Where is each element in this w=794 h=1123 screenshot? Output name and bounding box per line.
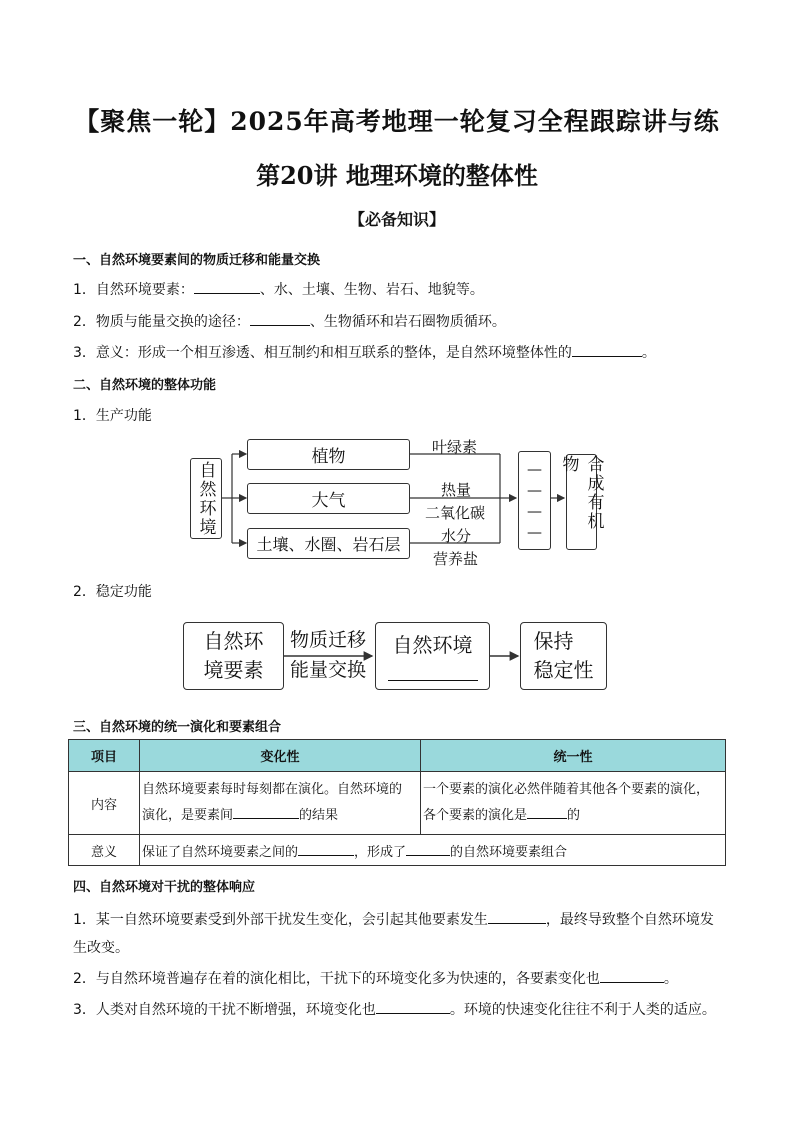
natural-environment-blank-box: 自然环境 <box>375 622 490 690</box>
table-row <box>69 772 726 835</box>
table-row <box>69 835 726 866</box>
blank <box>388 660 478 681</box>
label-heat: 热量 <box>441 481 472 499</box>
label-chlorophyll: 叶绿素 <box>432 438 478 456</box>
label-co2: 二氧化碳 <box>425 504 486 522</box>
blank-answer-box: — — — — <box>518 451 551 550</box>
s1-line-2: 2．物质与能量交换的途径： 、生物循环和岩石圈物质循环。 <box>73 311 506 331</box>
heading-section-4: 四、自然环境对干扰的整体响应 <box>73 880 256 895</box>
blank <box>298 841 354 856</box>
s4-line-3: 3．人类对自然环境的干扰不断增强，环境变化也 。环境的快速变化往往不利于人类的适应。 <box>73 999 716 1019</box>
row-label-content: 内容 <box>69 772 140 835</box>
atmosphere-box: 大气 <box>247 483 410 514</box>
col-item: 项目 <box>69 740 140 772</box>
label-nutrient: 营养盐 <box>433 550 479 568</box>
label-water: 水分 <box>441 527 472 545</box>
natural-environment-box: 自然环境 <box>190 458 222 539</box>
evolution-table <box>68 739 726 866</box>
label-energy-exchange: 能量交换 <box>289 659 366 681</box>
table-header-row <box>69 740 726 772</box>
cell-significance: 保证了自然环境要素之间的 ，形成了 的自然环境要素组合 <box>140 835 726 866</box>
cell-unity-content: 一个要素的演化必然伴随着其他各个要素的演化， 各个要素的演化是 的 <box>421 772 726 835</box>
blank <box>376 999 450 1014</box>
cell-variability-content: 自然环境要素每时每刻都在演化。自然环境的 演化，是要素间 的结果 <box>140 772 421 835</box>
blank <box>600 968 664 983</box>
soil-water-rock-box: 土壤、水圈、岩石层 <box>247 528 410 559</box>
s1-line-1: 1．自然环境要素： 、水、土壤、生物、岩石、地貌等。 <box>73 279 484 299</box>
section-title: 【必备知识】 <box>348 210 445 229</box>
col-unity: 统一性 <box>421 740 726 772</box>
lecture-title: 第20讲 地理环境的整体性 <box>256 161 538 190</box>
label-material-migration: 物质迁移 <box>289 629 366 651</box>
blank <box>488 909 546 924</box>
heading-section-3: 三、自然环境的统一演化和要素组合 <box>73 720 282 735</box>
s4-line-1: 1．某一自然环境要素受到外部干扰发生变化，会引起其他要素发生 ，最终导致整个自然环境发 <box>73 909 714 929</box>
blank <box>527 804 567 819</box>
sub-stability-function: 2．稳定功能 <box>73 584 152 600</box>
heading-section-2: 二、自然环境的整体功能 <box>73 378 217 393</box>
blank <box>233 804 299 819</box>
col-variability: 变化性 <box>140 740 421 772</box>
keep-stability-box: 保持 稳定性 <box>520 622 607 690</box>
sub-production-function: 1．生产功能 <box>73 408 152 424</box>
plant-box: 植物 <box>247 439 410 470</box>
s1-line-3: 3．意义：形成一个相互渗透、相互制约和相互联系的整体，是自然环境整体性的 。 <box>73 342 656 362</box>
document-title: 【聚焦一轮】2025年高考地理一轮复习全程跟踪讲与练 <box>74 107 720 136</box>
s4-line-1-cont: 生改变。 <box>73 940 129 956</box>
row-label-significance: 意义 <box>69 835 140 866</box>
natural-elements-box: 自然环 境要素 <box>183 622 284 690</box>
synthesize-organics-box: 合成有机物 <box>566 454 597 550</box>
heading-section-1: 一、自然环境要素间的物质迁移和能量交换 <box>73 253 321 268</box>
s4-line-2: 2．与自然环境普遍存在着的演化相比，干扰下的环境变化多为快速的，各要素变化也 。 <box>73 968 678 988</box>
blank <box>406 841 450 856</box>
